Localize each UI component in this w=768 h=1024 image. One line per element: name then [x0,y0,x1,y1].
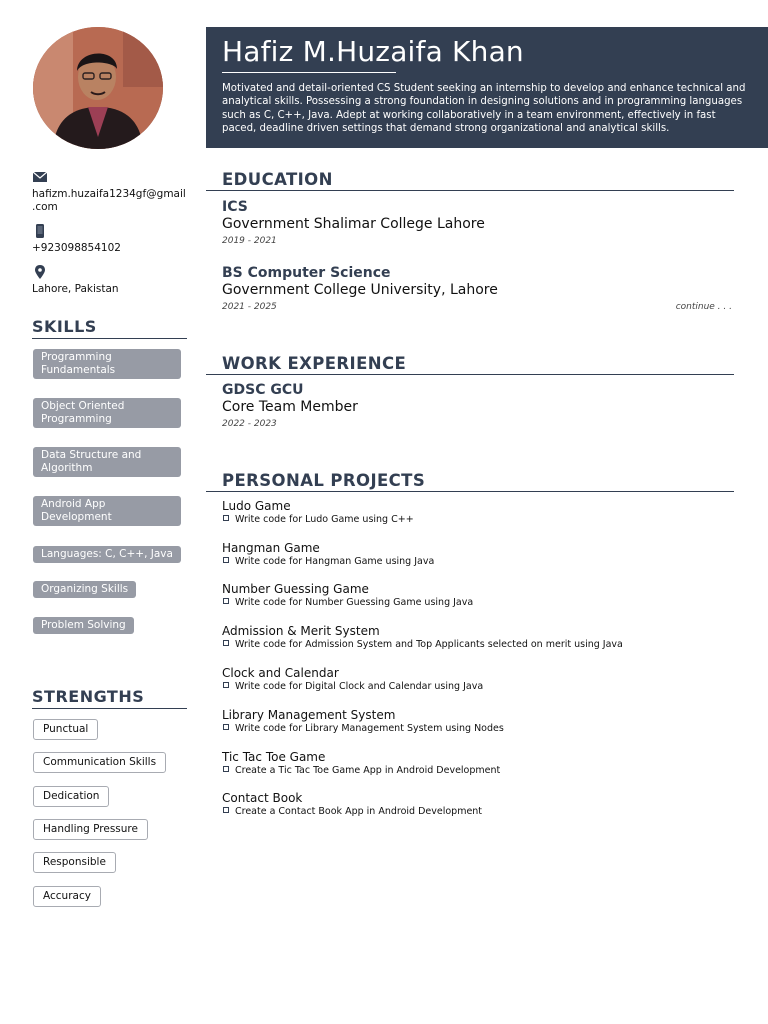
education-dates: 2021 - 2025 [222,302,277,312]
square-bullet-icon [223,682,229,688]
profile-summary: Motivated and detail-oriented CS Student seeking an internship to develop and enhance technical and analytical skills. Possessing a strong foundation in designing solutions and in programming languages such as C, C++, Java. Adept at working collaboratively in a team environment, effectively in fast paced, deadline driven settings that demand strong organizational and analytical skills. [222,83,746,135]
strength-tag: Punctual [33,719,98,740]
square-bullet-icon [223,766,229,772]
skill-tag: Problem Solving [33,617,134,634]
project-description: Write code for Number Guessing Game using Java [235,597,474,608]
square-bullet-icon [223,640,229,646]
degree-name: ICS [222,199,248,215]
project-name: Library Management System [222,708,396,722]
skill-tag: Programming Fundamentals [33,349,181,379]
map-pin-icon [32,265,48,279]
continue-note: continue . . . [675,302,732,312]
name-underline [222,72,396,73]
email-text[interactable] [32,188,192,214]
skill-tag: Android App Development [33,496,181,526]
project-item [222,666,742,693]
project-description: Write code for Hangman Game using Java [235,556,435,567]
envelope-icon [32,170,48,184]
project-item [222,708,742,735]
phone-text: +923098854102 [32,242,121,254]
skill-tag: Object Oriented Programming [33,398,181,428]
personal-projects-title: PERSONAL PROJECTS [206,471,734,492]
project-item [222,750,742,777]
project-description: Write code for Digital Clock and Calendar using Java [235,681,484,692]
candidate-name: Hafiz M.Huzaifa Khan [222,35,524,68]
project-item [222,624,742,651]
contact-phone [32,224,192,255]
project-name: Clock and Calendar [222,666,339,680]
education-entry [222,265,734,312]
skill-tag: Organizing Skills [33,581,136,598]
work-experience-title: WORK EXPERIENCE [206,354,734,375]
project-description: Write code for Library Management System using Nodes [235,723,504,734]
education-title: EDUCATION [206,170,734,191]
work-dates: 2022 - 2023 [222,419,277,429]
strength-tag: Accuracy [33,886,101,907]
location-text: Lahore, Pakistan [32,283,119,295]
square-bullet-icon [223,557,229,563]
organization-name: GDSC GCU [222,382,304,398]
project-name: Admission & Merit System [222,624,380,638]
project-description: Create a Tic Tac Toe Game App in Android Development [235,765,501,776]
skill-tag: Data Structure and Algorithm [33,447,181,477]
project-item [222,582,742,609]
education-entry [222,199,734,246]
institution-name: Government College University, Lahore [222,282,498,298]
project-description: Write code for Ludo Game using C++ [235,514,414,525]
strength-tag: Handling Pressure [33,819,148,840]
project-name: Ludo Game [222,499,291,513]
institution-name: Government Shalimar College Lahore [222,216,485,232]
profile-photo-illustration [33,27,163,149]
square-bullet-icon [223,724,229,730]
square-bullet-icon [223,807,229,813]
project-item [222,541,742,568]
project-item [222,499,742,526]
profile-photo [33,27,163,149]
degree-name: BS Computer Science [222,265,391,281]
skill-tag: Languages: C, C++, Java [33,546,181,563]
contact-email [32,170,192,214]
project-name: Hangman Game [222,541,320,555]
project-name: Contact Book [222,791,303,805]
square-bullet-icon [223,515,229,521]
project-description: Write code for Admission System and Top Applicants selected on merit using Java [235,639,623,650]
role-name: Core Team Member [222,399,358,415]
square-bullet-icon [223,598,229,604]
project-item [222,791,742,818]
strength-tag: Communication Skills [33,752,166,773]
resume-header [206,27,768,148]
education-dates: 2019 - 2021 [222,236,277,246]
project-description: Create a Contact Book App in Android Development [235,806,483,817]
skills-title: SKILLS [32,317,187,339]
project-name: Tic Tac Toe Game [222,750,326,764]
strengths-title: STRENGTHS [32,687,187,709]
strength-tag: Dedication [33,786,109,807]
email-line-1: hafizm.huzaifa1234gf@gmail [32,188,186,200]
strength-tag: Responsible [33,852,116,873]
work-entry [222,382,734,429]
email-line-2: .com [32,201,58,213]
phone-icon [32,224,48,238]
project-name: Number Guessing Game [222,582,369,596]
contact-location [32,265,192,296]
